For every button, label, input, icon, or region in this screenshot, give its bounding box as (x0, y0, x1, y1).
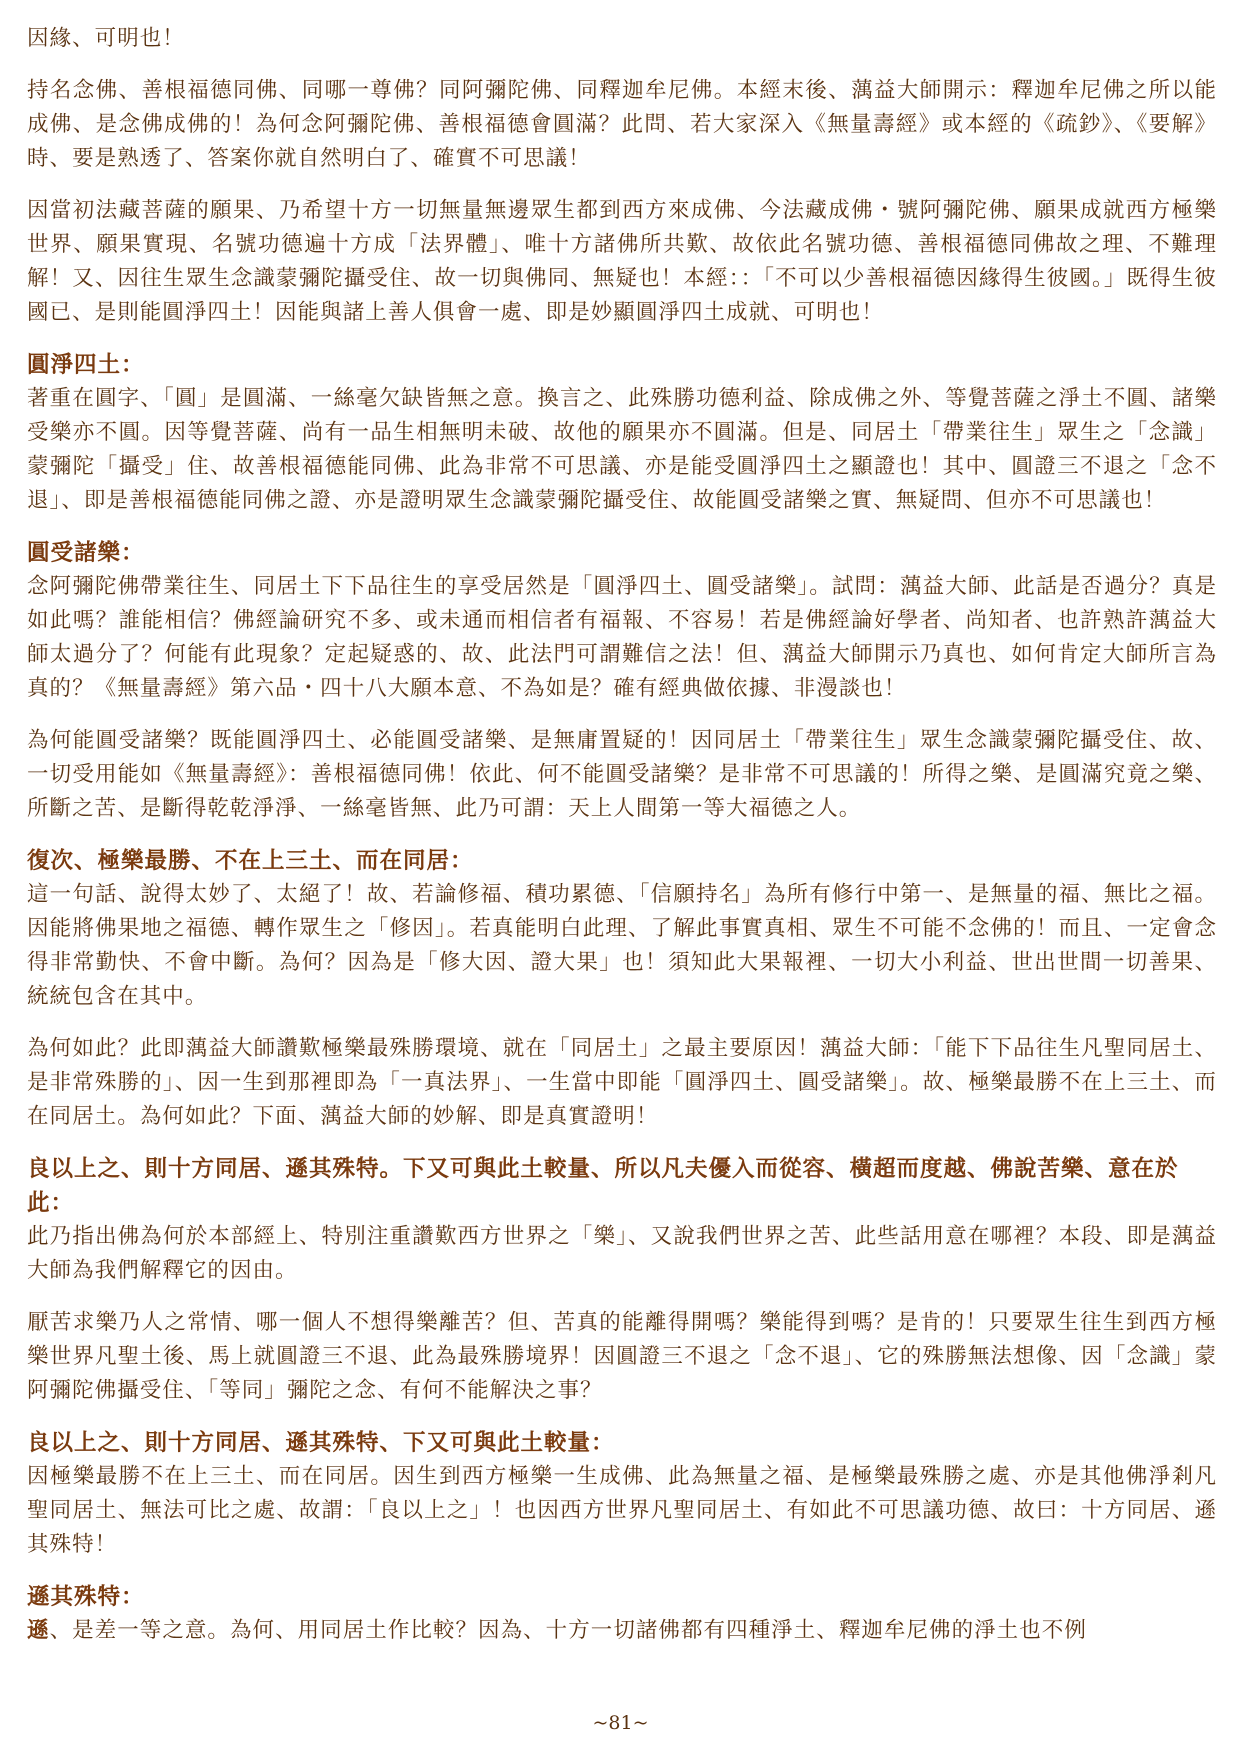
paragraph-last (27, 1614, 1217, 1648)
paragraph: 厭苦求樂乃人之常情、哪一個人不想得樂離苦？但、苦真的能離得開嗎？樂能得到嗎？是肯的！只要眾生往生到西方極樂世界凡聖土後、馬上就圓證三不退、此為最殊勝境界！因圓證三不退之「念不退」、它的殊勝無法想像、因「念識」蒙阿彌陀佛攝受住、「等同」彌陀之念、有何不能解決之事？ (27, 1310, 1217, 1403)
paragraph: 此乃指出佛為何於本部經上、特別注重讚歎西方世界之「樂」、又說我們世界之苦、此些話用意在哪裡？本段、即是蕅益大師為我們解釋它的因由。 (27, 1224, 1217, 1283)
paragraph: 著重在圓字、「圓」是圓滿、一絲毫欠缺皆無之意。換言之、此殊勝功德利益、除成佛之外、等覺菩薩之淨土不圓、諸樂受樂亦不圓。因等覺菩薩、尚有一品生相無明未破、故他的願果亦不圓滿。但是、同居土「帶業往生」眾生之「念識」蒙彌陀「攝受」住、故善根福德能同佛、此為非常不可思議、亦是能受圓淨四土之顯證也！其中、圓證三不退之「念不退」、即是善根福德能同佛之證、亦是證明眾生念識蒙彌陀攝受住、故能圓受諸樂之實、無疑問、但亦不可思議也！ (27, 386, 1217, 513)
paragraph: 持名念佛、善根福德同佛、同哪一尊佛？同阿彌陀佛、同釋迦牟尼佛。本經末後、蕅益大師開示：釋迦牟尼佛之所以能成佛、是念佛成佛的！為何念阿彌陀佛、善根福德會圓滿？此問、若大家深入《無量壽經》或本經的《疏鈔》、《要解》時、要是熟透了、答案你就自然明白了、確實不可思議！ (27, 78, 1217, 171)
section-heading: 復次、極樂最勝、不在上三土、而在同居： (27, 848, 474, 874)
paragraph: 因緣、可明也！ (27, 26, 185, 51)
paragraph: 念阿彌陀佛帶業往生、同居土下下品往生的享受居然是「圓淨四土、圓受諸樂」。試問：蕅益大師、此話是否過分？真是如此嗎？誰能相信？佛經論研究不多、或未通而相信者有福報、不容易！若是佛經論好學者、尚知者、也許熟許蕅益大師太過分了？何能有此現象？定起疑惑的、故、此法門可謂難信之法！但、蕅益大師開示乃真也、如何肯定大師所言為真的？《無量壽經》第六品・四十八大願本意、不為如是？確有經典做依據、非漫談也！ (27, 574, 1217, 701)
paragraph: 這一句話、說得太妙了、太絕了！故、若論修福、積功累德、「信願持名」為所有修行中第一、是無量的福、無比之福。因能將佛果地之福德、轉作眾生之「修因」。若真能明白此理、了解此事實真相、眾生不可能不念佛的！而且、一定會念得非常勤快、不會中斷。為何？因為是「修大因、證大果」也！須知此大果報裡、一切大小利益、世出世間一切善果、統統包含在其中。 (27, 882, 1217, 1009)
page-number: ~81~ (592, 1712, 649, 1734)
section-heading: 圓淨四土： (27, 352, 145, 378)
page-body (27, 22, 1217, 1666)
paragraph-text: 、是差一等之意。為何、用同居土作比較？因為、十方一切諸佛都有四種淨土、釋迦牟尼佛的淨土也不例 (49, 1618, 1087, 1643)
section-heading: 圓受諸樂： (27, 540, 145, 566)
section-heading: 遜其殊特： (27, 1584, 145, 1610)
section-heading: 良以上之、則十方同居、遜其殊特。下又可與此土較量、所以凡夫優入而從容、橫超而度越、佛說苦樂、意在於此： (27, 1156, 1179, 1216)
section-heading: 良以上之、則十方同居、遜其殊特、下又可與此土較量： (27, 1430, 615, 1456)
paragraph-lead-term: 遜 (27, 1618, 50, 1643)
paragraph: 為何能圓受諸樂？既能圓淨四土、必能圓受諸樂、是無庸置疑的！因同居土「帶業往生」眾生念識蒙彌陀攝受住、故、一切受用能如《無量壽經》：善根福德同佛！依此、何不能圓受諸樂？是非常不可思議的！所得之樂、是圓滿究竟之樂、所斷之苦、是斷得乾乾淨淨、一絲毫皆無、此乃可謂：天上人間第一等大福德之人。 (27, 728, 1217, 821)
paragraph: 因極樂最勝不在上三土、而在同居。因生到西方極樂一生成佛、此為無量之福、是極樂最殊勝之處、亦是其他佛淨剎凡聖同居土、無法可比之處、故謂：「良以上之」！也因西方世界凡聖同居土、有如此不可思議功德、故曰：十方同居、遜其殊特！ (27, 1464, 1217, 1557)
paragraph: 因當初法藏菩薩的願果、乃希望十方一切無量無邊眾生都到西方來成佛、今法藏成佛・號阿彌陀佛、願果成就西方極樂世界、願果實現、名號功德遍十方成「法界體」、唯十方諸佛所共歎、故依此名號功德、善根福德同佛故之理、不難理解！又、因往生眾生念識蒙彌陀攝受住、故一切與佛同、無疑也！本經：：「不可以少善根福德因緣得生彼國。」既得生彼國已、是則能圓淨四土！因能與諸上善人俱會一處、即是妙顯圓淨四土成就、可明也！ (27, 198, 1217, 325)
paragraph: 為何如此？此即蕅益大師讚歎極樂最殊勝環境、就在「同居土」之最主要原因！蕅益大師：「能下下品往生凡聖同居土、是非常殊勝的」、因一生到那裡即為「一真法界」、一生當中即能「圓淨四土、圓受諸樂」。故、極樂最勝不在上三土、而在同居土。為何如此？下面、蕅益大師的妙解、即是真實證明！ (27, 1036, 1217, 1129)
